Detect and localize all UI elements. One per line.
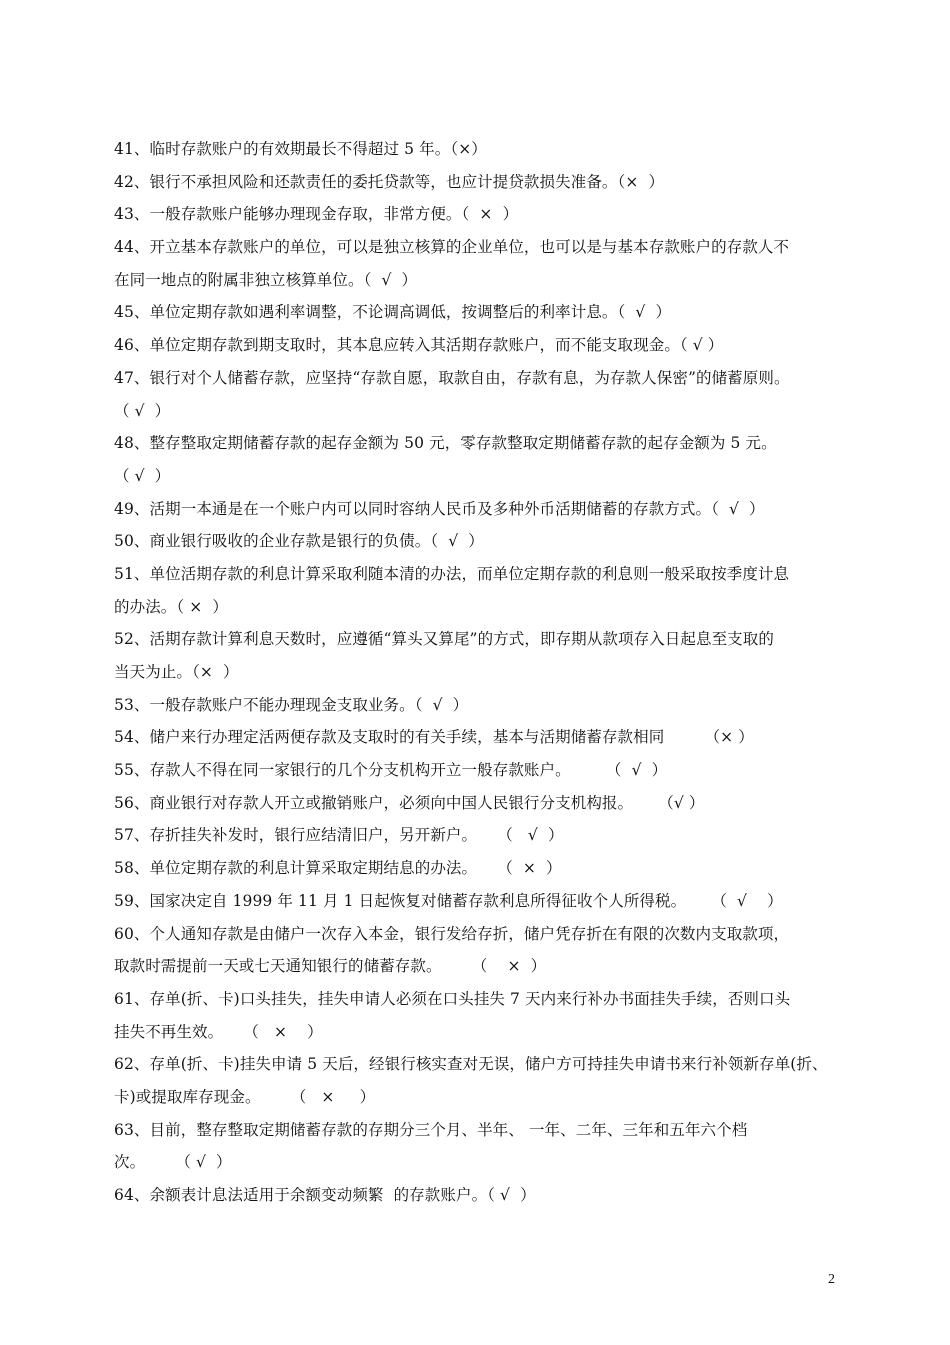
text-line-42: 42、银行不承担风险和还款责任的委托贷款等，也应计提贷款损失准备。（× ） xyxy=(114,172,665,191)
text-line-57: 57、存折挂失补发时，银行应结清旧户，另开新户。 （ √ ） xyxy=(114,826,564,845)
text-line-60a: 60、个人通知存款是由储户一次存入本金，银行发给存折，储户凭存折在有限的次数内支取款项， xyxy=(114,924,790,943)
text-line-59: 59、国家决定自 1999 年 11 月 1 日起恢复对储蓄存款利息所得征收个人所得税。 （ √ ） xyxy=(114,891,783,910)
text-line-58: 58、单位定期存款的利息计算采取定期结息的办法。 （ × ） xyxy=(114,859,562,878)
text-line-60b: 取款时需提前一天或七天通知银行的储蓄存款。 （ × ） xyxy=(114,957,547,976)
text-line-44b: 在同一地点的附属非独立核算单位。（ √ ） xyxy=(114,270,418,289)
text-line-63b: 次。 （ √ ） xyxy=(114,1153,232,1172)
text-line-49: 49、活期一本通是在一个账户内可以同时容纳人民币及多种外币活期储蓄的存款方式。（ √ ） xyxy=(114,499,765,518)
text-line-51a: 51、单位活期存款的利息计算采取利随本清的办法，而单位定期存款的利息则一般采取按季度计息 xyxy=(114,564,790,583)
text-line-50: 50、商业银行吸收的企业存款是银行的负债。（ √ ） xyxy=(114,532,484,551)
text-line-55: 55、存款人不得在同一家银行的几个分支机构开立一般存款账户。 （ √ ） xyxy=(114,761,668,780)
page-number: 2 xyxy=(828,1272,835,1287)
text-line-41: 41、临时存款账户的有效期最长不得超过 5 年。（×） xyxy=(114,140,487,158)
text-line-51b: 的办法。（ × ） xyxy=(114,597,229,616)
text-line-43: 43、一般存款账户能够办理现金存取，非常方便。（ × ） xyxy=(114,205,519,224)
text-line-64: 64、余额表计息法适用于余额变动频繁 的存款账户。（ √ ） xyxy=(114,1186,536,1204)
text-line-48a: 48、整存整取定期储蓄存款的起存金额为 50 元，零存款整取定期储蓄存款的起存金额为 5 元。 xyxy=(114,434,777,453)
question-list xyxy=(114,133,844,1212)
text-line-48b: （ √ ） xyxy=(114,466,171,485)
text-line-52a: 52、活期存款计算利息天数时，应遵循“算头又算尾”的方式，即存期从款项存入日起息至支取的 xyxy=(114,630,774,649)
text-line-62a: 62、存单(折、卡)挂失申请 5 天后，经银行核实查对无误，储户方可持挂失申请书来行补领新存单(折、 xyxy=(114,1055,828,1074)
text-line-46: 46、单位定期存款到期支取时，其本息应转入其活期存款账户，而不能支取现金。（ √ ） xyxy=(114,336,724,355)
text-line-61a: 61、存单(折、卡)口头挂失，挂失申请人必须在口头挂失 7 天内来行补办书面挂失手续，否则口头 xyxy=(114,989,791,1008)
text-line-47a: 47、银行对个人储蓄存款，应坚持“存款自愿，取款自由，存款有息，为存款人保密”的储蓄原则。 xyxy=(114,368,790,387)
text-line-54: 54、储户来行办理定活两便存款及支取时的有关手续，基本与活期储蓄存款相同 （× ） xyxy=(114,728,754,747)
text-line-53: 53、一般存款账户不能办理现金支取业务。（ √ ） xyxy=(114,695,469,714)
text-line-44a: 44、开立基本存款账户的单位，可以是独立核算的企业单位，也可以是与基本存款账户的存款人不 xyxy=(114,238,790,257)
text-line-61b: 挂失不再生效。 （ × ） xyxy=(114,1022,323,1041)
text-line-56: 56、商业银行对存款人开立或撤销账户，必须向中国人民银行分支机构报。 （√ ） xyxy=(114,793,705,812)
text-line-47b: （ √ ） xyxy=(114,401,171,420)
text-line-63a: 63、目前，整存整取定期储蓄存款的存期分三个月、半年、 一年、二年、三年和五年六个档 xyxy=(114,1120,748,1139)
text-line-45: 45、单位定期存款如遇利率调整，不论调高调低，按调整后的利率计息。（ √ ） xyxy=(114,303,672,322)
text-line-62b: 卡)或提取库存现金。 （ × ） xyxy=(114,1087,376,1106)
text-line-52b: 当天为止。（× ） xyxy=(114,663,239,681)
